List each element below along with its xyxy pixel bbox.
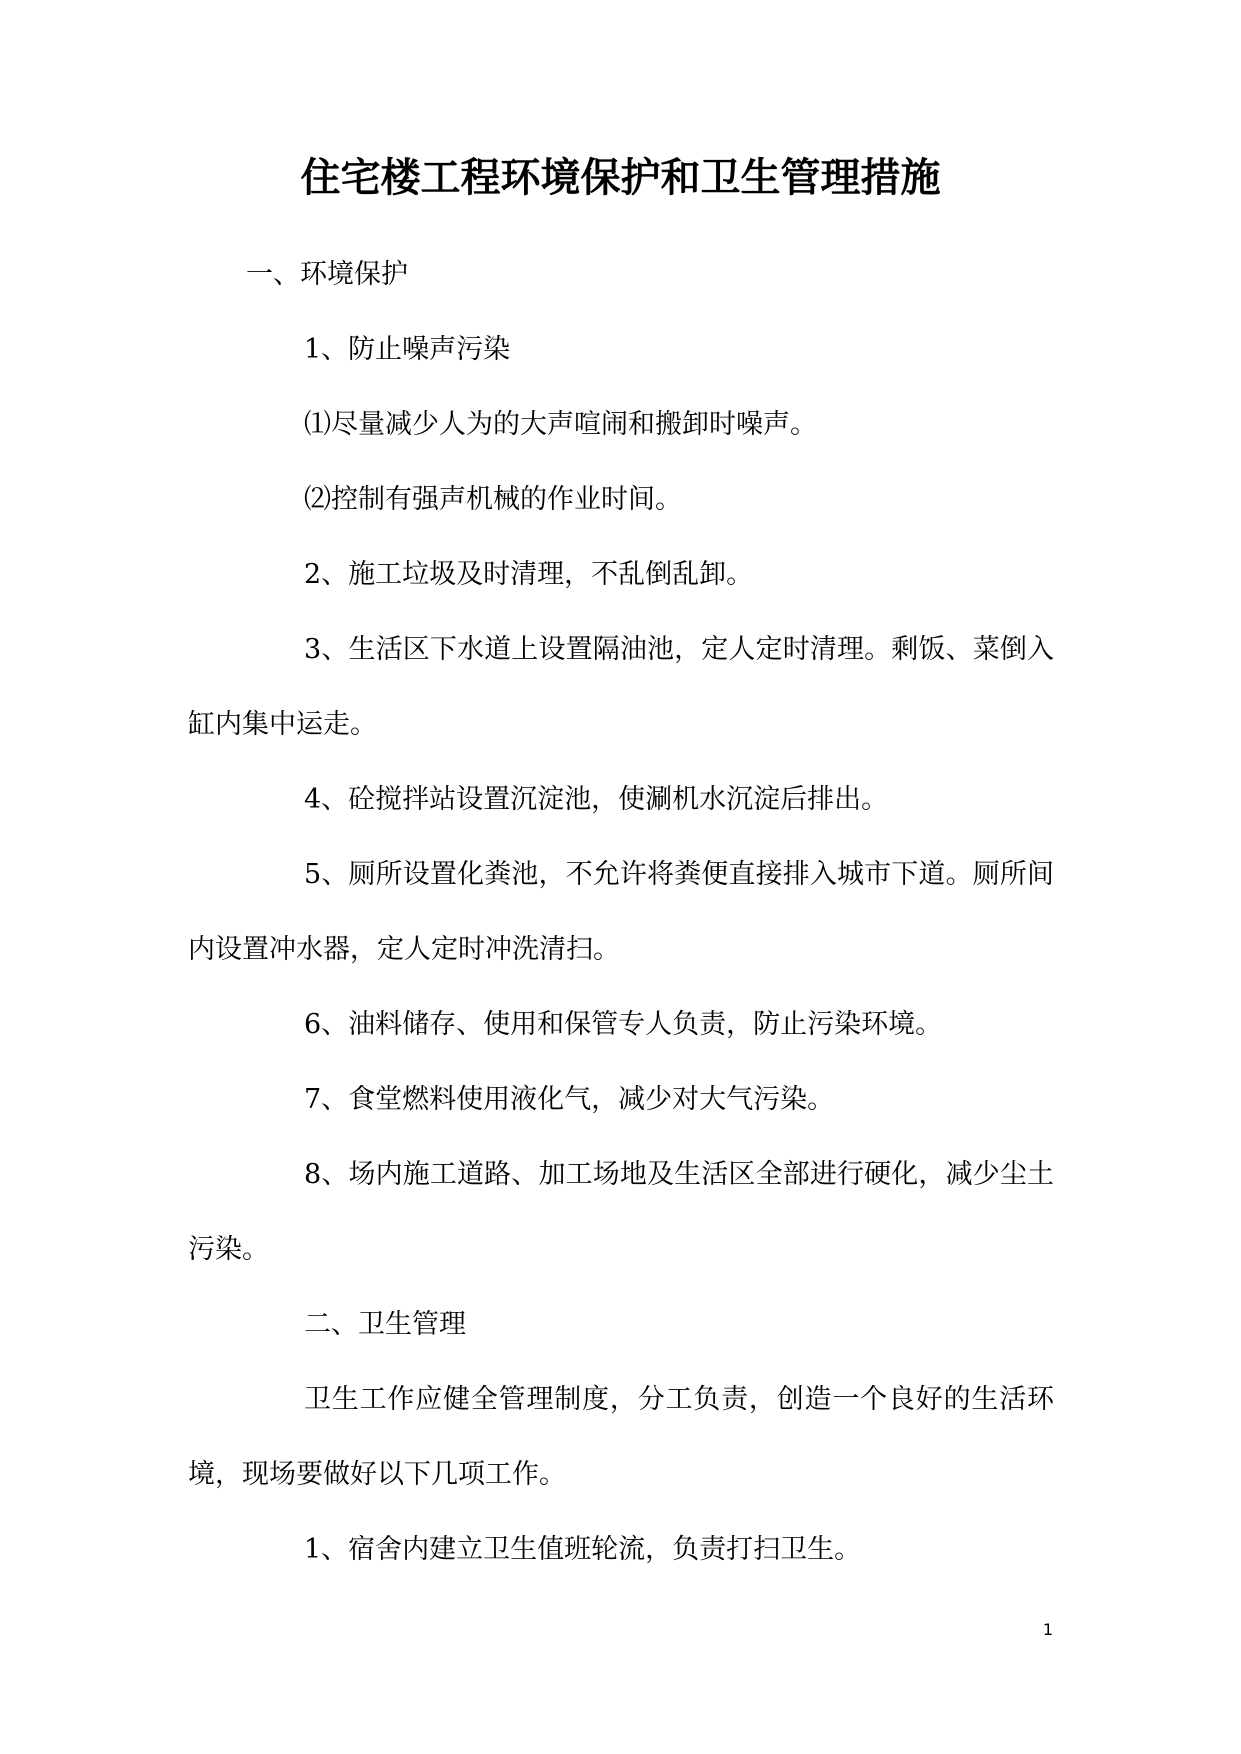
item-construction-waste: 2、施工垃圾及时清理，不乱倒乱卸。 — [304, 559, 754, 590]
item-oil-storage: 6、油料储存、使用和保管专人负责，防止污染环境。 — [304, 1009, 943, 1040]
item-canteen-fuel: 7、食堂燃料使用液化气，减少对大气污染。 — [304, 1084, 835, 1115]
item-control-machinery: ⑵控制有强声机械的作业时间。 — [304, 484, 682, 515]
item-sedimentation-tank: 4、砼搅拌站设置沉淀池，使涮机水沉淀后排出。 — [304, 784, 889, 815]
item-septic-tank: 5、厕所设置化粪池，不允许将粪便直接排入城市下道。厕所间内设置冲水器，定人定时冲洗清扫。 — [188, 859, 1054, 965]
item-reduce-noise: ⑴尽量减少人为的大声喧闹和搬卸时噪声。 — [304, 409, 817, 440]
item-grease-trap: 3、生活区下水道上设置隔油池，定人定时清理。剩饭、菜倒入缸内集中运走。 — [188, 634, 1054, 740]
item-hygiene-system: 卫生工作应健全管理制度，分工负责，创造一个良好的生活环境，现场要做好以下几项工作。 — [188, 1384, 1054, 1490]
section-heading-environment: 一、环境保护 — [246, 259, 408, 290]
document-title: 住宅楼工程环境保护和卫生管理措施 — [300, 155, 941, 201]
section-heading-hygiene: 二、卫生管理 — [304, 1309, 466, 1340]
item-noise-pollution: 1、防止噪声污染 — [304, 334, 511, 365]
item-dormitory-duty: 1、宿舍内建立卫生值班轮流，负责打扫卫生。 — [304, 1534, 862, 1565]
item-road-hardening: 8、场内施工道路、加工场地及生活区全部进行硬化，减少尘土污染。 — [188, 1159, 1054, 1265]
page-number: 1 — [1042, 1620, 1053, 1639]
